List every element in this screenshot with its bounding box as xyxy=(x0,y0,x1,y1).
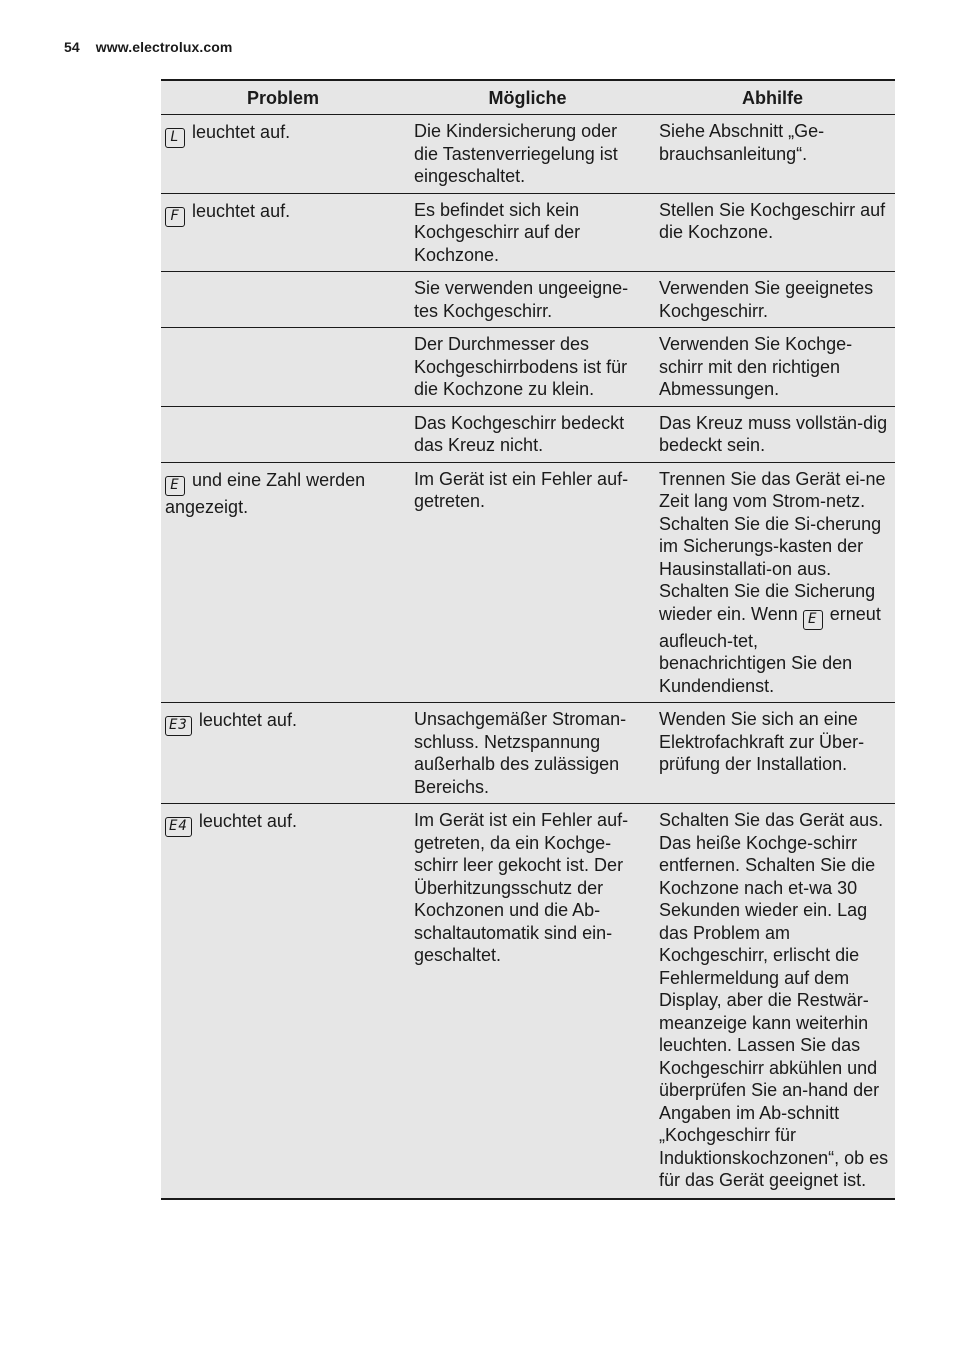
table-header-row xyxy=(161,80,895,115)
problem-cell xyxy=(161,328,405,407)
cause-cell: Im Gerät ist ein Fehler auf-getreten. xyxy=(405,462,650,703)
solution-text-before: Trennen Sie das Gerät ei-ne Zeit lang vom Strom-netz. Schalten Sie die Si-cherung im Sicherungs-kasten der Hausinstallati-on aus. Schalten Sie die Sicherung wieder ein. Wenn xyxy=(659,468,886,624)
cause-cell: Sie verwenden ungeeigne-tes Kochgeschirr. xyxy=(405,272,650,328)
table-row xyxy=(161,406,895,462)
problem-cell xyxy=(161,193,405,272)
solution-cell: Siehe Abschnitt „Ge-brauchsanleitung“. xyxy=(650,115,895,194)
solution-cell: Stellen Sie Kochgeschirr auf die Kochzone. xyxy=(650,193,895,272)
solution-text-after: erneut aufleuch-tet, benachrichtigen Sie den Kundendienst. xyxy=(659,603,881,696)
solution-cell: Wenden Sie sich an eine Elektrofachkraft zur Über-prüfung der Installation. xyxy=(650,703,895,804)
problem-text: leuchtet auf. xyxy=(192,122,291,142)
website-link[interactable]: www.electrolux.com xyxy=(95,39,233,55)
cause-cell: Das Kochgeschirr bedeckt das Kreuz nicht. xyxy=(405,406,650,462)
table-row xyxy=(161,193,895,272)
cause-cell: Der Durchmesser des Kochgeschirrbodens ist für die Kochzone zu klein. xyxy=(405,328,650,407)
cause-cell: Im Gerät ist ein Fehler auf-getreten, da ein Kochge-schirr leer gekocht ist. Der Überhitzungsschutz der Kochzonen und die Ab-schaltautomatik sind ein-geschaltet. xyxy=(405,804,650,1199)
table-row xyxy=(161,272,895,328)
solution-cell: Verwenden Sie Kochge-schirr mit den richtigen Abmessungen. xyxy=(650,328,895,407)
column-header-problem: Problem xyxy=(161,80,405,115)
problem-cell xyxy=(161,272,405,328)
column-header-cause: Mögliche xyxy=(405,80,650,115)
page-number: 54 xyxy=(64,39,80,55)
page-header xyxy=(64,39,232,55)
table-row xyxy=(161,703,895,804)
problem-cell xyxy=(161,462,405,703)
display-symbol-icon: F xyxy=(165,207,185,227)
problem-text: leuchtet auf. xyxy=(198,811,297,831)
cause-cell: Unsachgemäßer Stroman-schluss. Netzspannung außerhalb des zulässigen Bereichs. xyxy=(405,703,650,804)
table-row xyxy=(161,462,895,703)
display-symbol-icon: E xyxy=(803,610,823,630)
problem-cell xyxy=(161,115,405,194)
problem-cell xyxy=(161,804,405,1199)
cause-cell: Es befindet sich kein Kochgeschirr auf der Kochzone. xyxy=(405,193,650,272)
cause-cell: Die Kindersicherung oder die Tastenverriegelung ist eingeschaltet. xyxy=(405,115,650,194)
problem-cell xyxy=(161,406,405,462)
display-symbol-icon: E4 xyxy=(165,817,192,837)
solution-cell: Schalten Sie das Gerät aus. Das heiße Kochge-schirr entfernen. Schalten Sie die Kochzone nach et-wa 30 Sekunden wieder ein. Lag das Problem am Kochgeschirr, erlischt die Fehlermeldung auf dem Display, aber die Restwär-meanzeige kann weiterhin leuchten. Lassen Sie das Kochgeschirr abkühlen und überprüfen Sie an-hand der Angaben im Ab-schnitt „Kochgeschirr für Induktionskochzonen“, ob es für das Gerät geeignet ist. xyxy=(650,804,895,1199)
problem-cell xyxy=(161,703,405,804)
table-row xyxy=(161,115,895,194)
troubleshooting-table xyxy=(161,79,895,1200)
problem-text: und eine Zahl werden angezeigt. xyxy=(165,469,366,517)
display-symbol-icon: L xyxy=(165,128,185,148)
display-symbol-icon: E xyxy=(165,476,185,496)
solution-cell: Verwenden Sie geeignetes Kochgeschirr. xyxy=(650,272,895,328)
solution-cell xyxy=(650,462,895,703)
display-symbol-icon: E3 xyxy=(165,716,192,736)
problem-text: leuchtet auf. xyxy=(198,710,297,730)
table-row xyxy=(161,328,895,407)
problem-text: leuchtet auf. xyxy=(192,200,291,221)
column-header-solution: Abhilfe xyxy=(650,80,895,115)
table-row xyxy=(161,804,895,1199)
solution-cell: Das Kreuz muss vollstän-dig bedeckt sein. xyxy=(650,406,895,462)
